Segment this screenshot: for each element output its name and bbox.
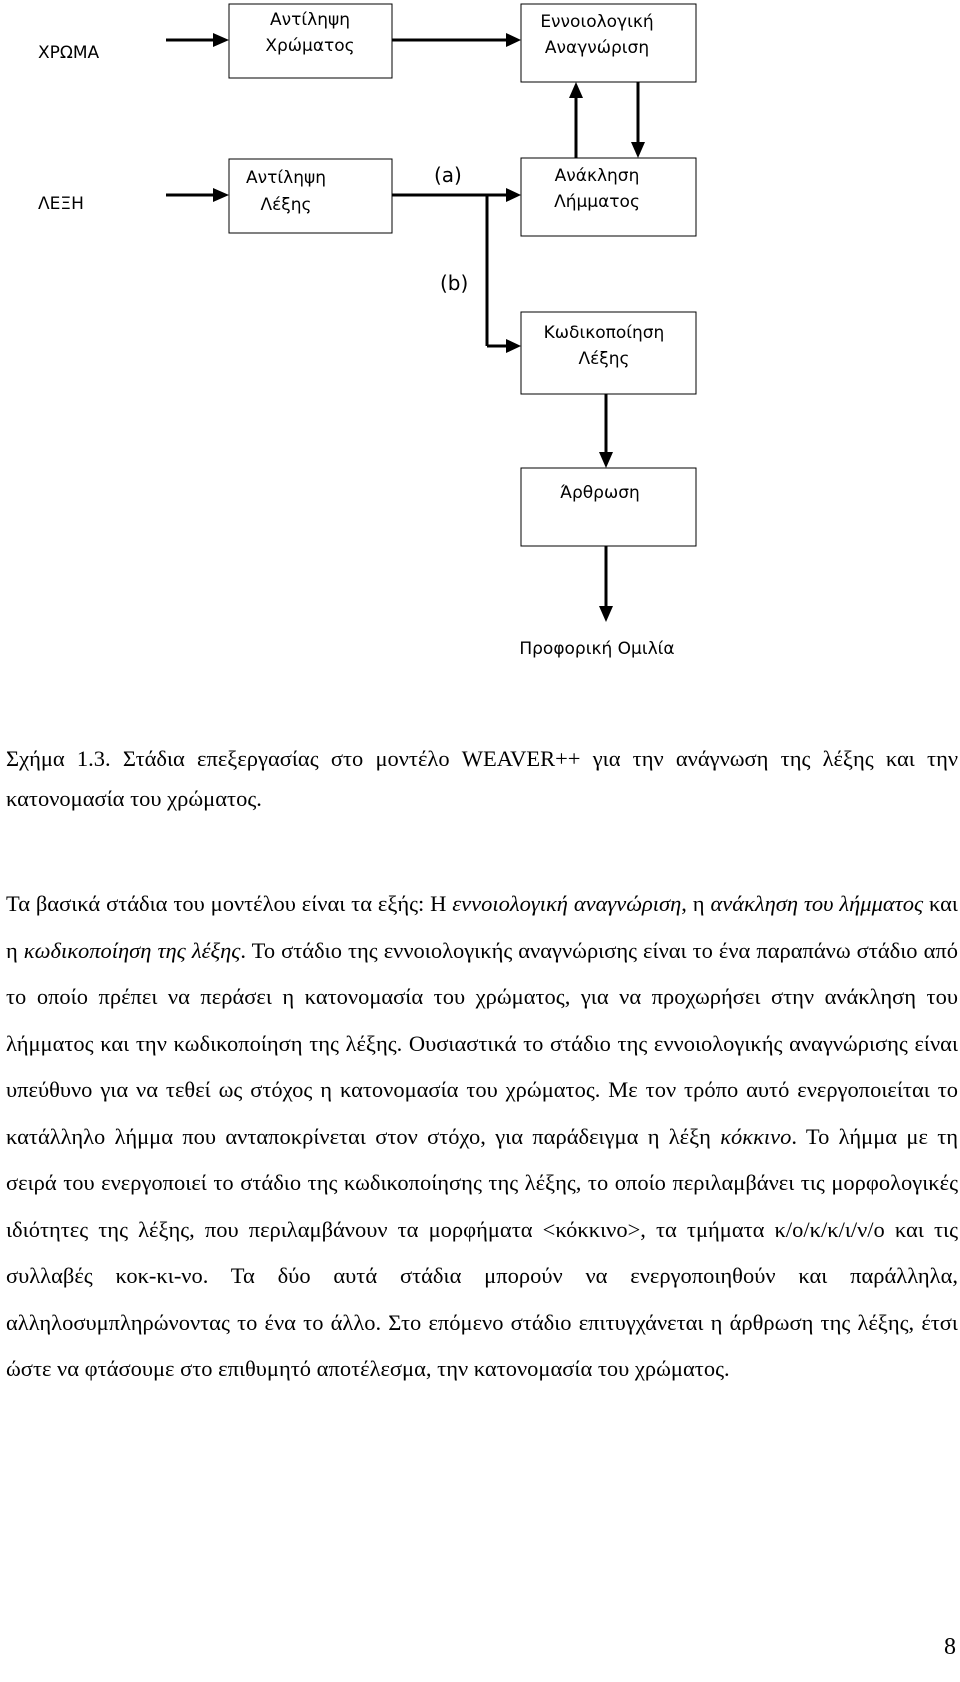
emphasis-term: εννοιολογική αναγνώριση: [452, 891, 682, 916]
arrow-color-to-perception: [166, 33, 229, 47]
arrow-perception-to-conceptual: [392, 33, 521, 47]
svg-text:Χρώματος: Χρώματος: [265, 36, 355, 56]
emphasis-term: κωδικοποίηση της λέξης: [23, 937, 241, 963]
paragraph-text: και η: [6, 891, 958, 963]
box-word-encoding: [521, 312, 696, 394]
caption-text: Στάδια επεξεργασίας στο μοντέλο WEAVER++ για την ανάγνωση της λέξης και την κατονομασία του χρώματος.: [6, 746, 959, 811]
figure-caption: [6, 739, 958, 819]
box-articulation: [521, 468, 696, 546]
emphasis-term: ανάκληση του λήμματος: [710, 891, 924, 916]
paragraph-text: . Το στάδιο της εννοιολογικής αναγνώρισης είναι το ένα παραπάνω στάδιο από το οποίο πρέπει να περάσει η κατονομασία του χρώματος, για να προχωρήσει στην ανάκληση του λήμματος και την κωδικοποίηση της λέξης. Ουσιαστικά το στάδιο της εννοιολογικής αναγνώρισης είναι υπεύθυνο για να τεθεί ως στόχος η κατονομασία του χρώματος. Με τον τρόπο αυτό ενεργοποιείται το κατάλληλο λήμμα που ανταποκρίνεται στον στόχο, για παράδειγμα η λέξη: [6, 937, 958, 1149]
box-lemma-retrieval: [521, 158, 696, 236]
arrow-articulation-to-speech: [599, 546, 613, 622]
paragraph-text: . Το λήμμα με τη σειρά του ενεργοποιεί το στάδιο της κωδικοποίησης της λέξης, το οποίο περιλαμβάνει τις μορφολογικές ιδιότητες της λέξης, που περιλαμβάνουν τα μορφήματα <κόκκινο>, τα τμήματα κ/ο/κ/κ/ι/ν/ο και τις συλλαβές κοκ-κι-νο. Τα δύο αυτά στάδια μπορούν να ενεργοποιηθούν και παράλληλα, αλληλοσυμπληρώνοντας το ένα το άλλο. Στο επόμενο στάδιο επιτυγχάνεται η άρθρωση της λέξης, έτσι ώστε να φτάσουμε στο επιθυμητό αποτέλεσμα, την κατονομασία του χρώματος.: [6, 1123, 959, 1381]
page-number: 8: [944, 1634, 956, 1660]
svg-text:Κωδικοποίηση: Κωδικοποίηση: [543, 323, 665, 343]
output-spoken-speech: Προφορική Ομιλία: [519, 639, 675, 659]
svg-text:Άρθρωση: Άρθρωση: [560, 483, 640, 503]
caption-label: Σχήμα 1.3.: [6, 746, 111, 771]
svg-text:Αντίληψη: Αντίληψη: [270, 10, 350, 30]
paragraph-text: , η: [681, 891, 711, 916]
svg-text:Αντίληψη: Αντίληψη: [246, 168, 326, 188]
arrow-b-to-encoding: [487, 195, 521, 353]
svg-text:Αναγνώριση: Αναγνώριση: [544, 38, 650, 58]
arrow-word-to-perception: [166, 188, 229, 202]
paragraph-text: Τα βασικά στάδια του μοντέλου είναι τα εξής: Η: [6, 891, 453, 916]
weaver-diagram: [0, 0, 960, 700]
svg-text:Λέξης: Λέξης: [578, 349, 630, 369]
body-paragraph: [6, 881, 958, 1393]
svg-text:Λήμματος: Λήμματος: [554, 192, 640, 212]
input-word-label: ΛΕΞΗ: [38, 194, 84, 214]
arrow-lemma-to-conceptual: [569, 82, 583, 158]
arrow-a-to-lemma: [392, 188, 521, 202]
arrow-encoding-to-articulation: [599, 394, 613, 468]
box-word-perception: [229, 159, 392, 233]
path-label-b: (b): [440, 271, 469, 295]
input-color-label: ΧΡΩΜΑ: [38, 43, 100, 63]
arrow-conceptual-to-lemma: [631, 82, 645, 158]
svg-text:Εννοιολογική: Εννοιολογική: [540, 12, 654, 32]
svg-text:Ανάκληση: Ανάκληση: [554, 166, 640, 186]
path-label-a: (a): [434, 163, 462, 187]
emphasis-term: κόκκινο: [720, 1123, 792, 1149]
svg-text:Λέξης: Λέξης: [260, 195, 312, 215]
box-conceptual-recognition: [521, 4, 696, 82]
box-color-perception: [229, 4, 392, 78]
